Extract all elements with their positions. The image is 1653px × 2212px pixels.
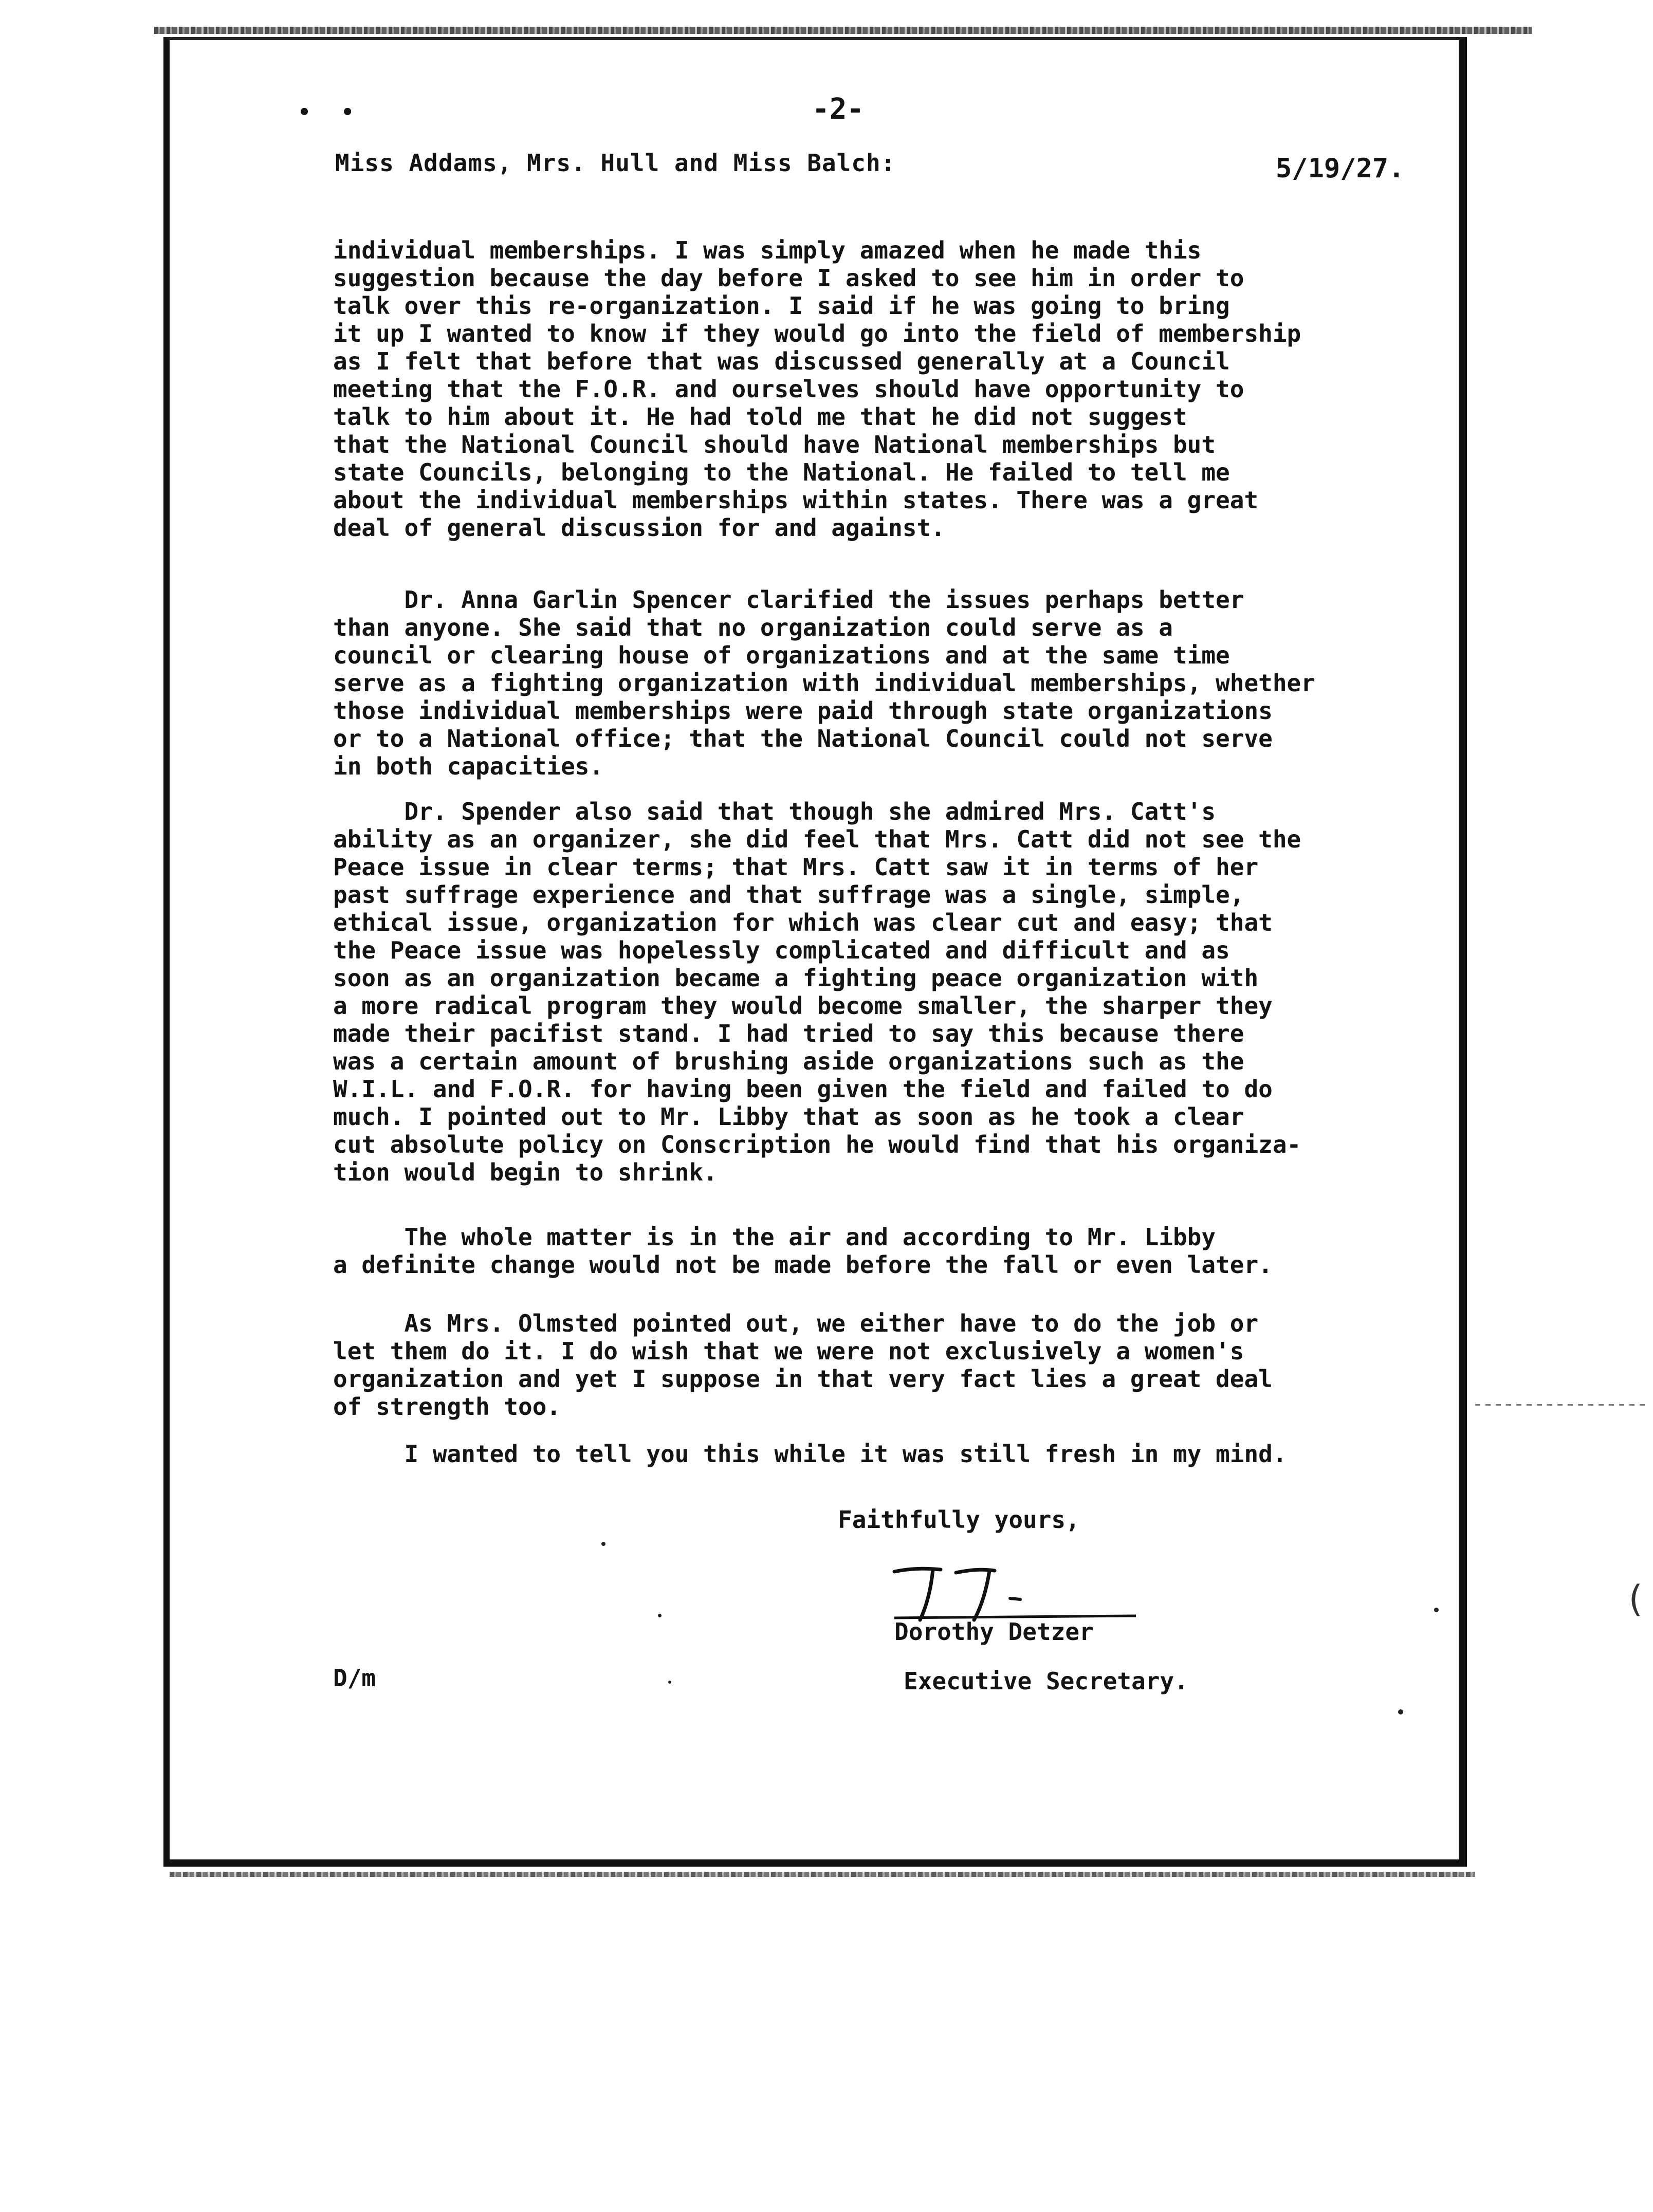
- header-marks: • •: [298, 101, 363, 124]
- text-line: ability as an organizer, she did feel that Mrs. Catt did not see the: [333, 825, 1301, 853]
- text-line: suggestion because the day before I asked to see him in order to: [333, 264, 1244, 292]
- text-line: those individual memberships were paid through state organizations: [333, 697, 1273, 725]
- text-line: as I felt that before that was discussed generally at a Council: [333, 347, 1230, 375]
- paragraph-2: [333, 586, 1479, 780]
- text-line: serve as a fighting organization with individual memberships, whether: [333, 669, 1315, 697]
- text-line: made their pacifist stand. I had tried to say this because there: [333, 1020, 1244, 1047]
- scan-edge-fragment: (: [1624, 1578, 1646, 1620]
- salutation: Miss Addams, Mrs. Hull and Miss Balch:: [335, 149, 896, 177]
- text-line: As Mrs. Olmsted pointed out, we either have to do the job or: [333, 1310, 1259, 1337]
- text-line: council or clearing house of organizations and at the same time: [333, 641, 1230, 669]
- text-line: organization and yet I suppose in that very fact lies a great deal: [333, 1365, 1273, 1393]
- scan-margin-mark: [1475, 1404, 1650, 1406]
- text-line: of strength too.: [333, 1393, 561, 1421]
- text-line: much. I pointed out to Mr. Libby that as soon as he took a clear: [333, 1103, 1244, 1131]
- valediction: Faithfully yours,: [838, 1506, 1080, 1534]
- scan-speck: [658, 1614, 662, 1617]
- scan-speck: [1434, 1608, 1439, 1612]
- text-line: Dr. Spender also said that though she admired Mrs. Catt's: [333, 798, 1216, 825]
- page-number: -2-: [812, 93, 865, 126]
- text-line: deal of general discussion for and against.: [333, 514, 945, 542]
- text-line: state Councils, belonging to the National. He failed to tell me: [333, 458, 1230, 486]
- text-line: the Peace issue was hopelessly complicated and difficult and as: [333, 936, 1230, 964]
- text-line: tion would begin to shrink.: [333, 1158, 718, 1186]
- scan-speck: [601, 1542, 605, 1546]
- text-line: was a certain amount of brushing aside organizations such as the: [333, 1047, 1244, 1075]
- text-line: talk to him about it. He had told me that he did not suggest: [333, 403, 1187, 431]
- paragraph-5: [333, 1310, 1479, 1421]
- signer-name: Dorothy Detzer: [894, 1618, 1094, 1646]
- paragraph-4: [333, 1223, 1479, 1279]
- text-line: let them do it. I do wish that we were not exclusively a women's: [333, 1337, 1244, 1365]
- text-line: past suffrage experience and that suffrage was a single, simple,: [333, 881, 1244, 909]
- text-line: a definite change would not be made before the fall or even later.: [333, 1251, 1273, 1279]
- text-line: than anyone. She said that no organization could serve as a: [333, 614, 1173, 641]
- handwritten-signature: [884, 1562, 1141, 1624]
- signer-title: Executive Secretary.: [904, 1667, 1188, 1695]
- text-line: Peace issue in clear terms; that Mrs. Catt saw it in terms of her: [333, 853, 1259, 881]
- text-line: individual memberships. I was simply amazed when he made this: [333, 236, 1202, 264]
- scan-top-edge: [154, 27, 1532, 34]
- text-line: I wanted to tell you this while it was still fresh in my mind.: [333, 1440, 1287, 1468]
- paragraph-6: [333, 1440, 1479, 1468]
- text-line: it up I wanted to know if they would go into the field of membership: [333, 320, 1301, 347]
- paragraph-3: [333, 798, 1479, 1186]
- text-line: ethical issue, organization for which was clear cut and easy; that: [333, 909, 1273, 936]
- text-line: that the National Council should have National memberships but: [333, 431, 1216, 458]
- text-line: The whole matter is in the air and according to Mr. Libby: [333, 1223, 1216, 1251]
- text-line: in both capacities.: [333, 752, 604, 780]
- text-line: soon as an organization became a fighting peace organization with: [333, 964, 1259, 992]
- letter-date: 5/19/27.: [1276, 153, 1405, 184]
- text-line: talk over this re-organization. I said if he was going to bring: [333, 292, 1230, 320]
- scan-speck: [668, 1681, 671, 1684]
- text-line: meeting that the F.O.R. and ourselves should have opportunity to: [333, 375, 1244, 403]
- text-line: W.I.L. and F.O.R. for having been given the field and failed to do: [333, 1075, 1273, 1103]
- text-line: cut absolute policy on Conscription he would find that his organiza-: [333, 1131, 1301, 1158]
- text-line: about the individual memberships within states. There was a great: [333, 486, 1259, 514]
- typist-initials: D/m: [333, 1664, 376, 1692]
- text-line: a more radical program they would become smaller, the sharper they: [333, 992, 1273, 1020]
- text-line: Dr. Anna Garlin Spencer clarified the issues perhaps better: [333, 586, 1244, 614]
- scan-bottom-edge: [170, 1872, 1475, 1877]
- scan-speck: [1398, 1709, 1403, 1715]
- text-line: or to a National office; that the National Council could not serve: [333, 725, 1273, 752]
- paragraph-1: [333, 236, 1479, 542]
